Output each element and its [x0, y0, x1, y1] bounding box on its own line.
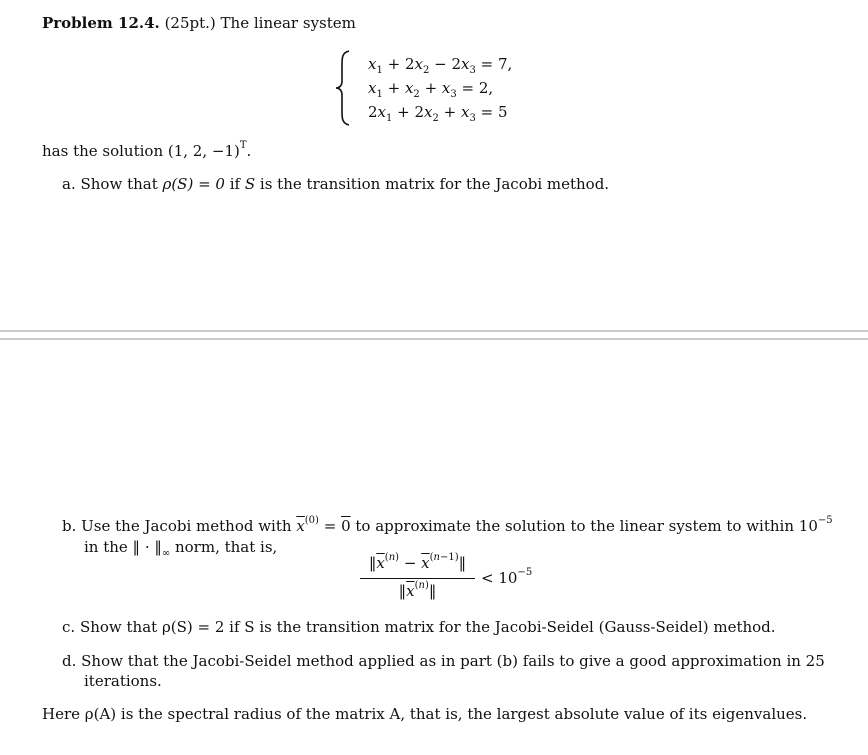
problem-points: (25pt.) — [164, 14, 216, 32]
transpose-sup: T — [239, 140, 247, 151]
fraction-bar — [360, 578, 475, 579]
part-c-label: c. — [62, 618, 76, 636]
system-brace — [333, 49, 355, 127]
fraction-numerator: $‖\overline{x}^{(n)}$ − $\overline{x}^{(n-1)}‖$ — [368, 552, 467, 572]
part-d-label: d. — [62, 652, 77, 670]
problem-intro: The linear system — [220, 14, 356, 32]
equation-1: $x_1 + 2x_2 - 2x_3 = 7$, — [368, 55, 513, 76]
solution-line: has the solution (1, 2, −1)$^T$. — [42, 140, 252, 160]
page-separator-bottom — [0, 338, 868, 340]
page-separator-top — [0, 330, 868, 332]
equation-2: $x_1 + x_2 + x_3 = 2$, — [368, 79, 494, 100]
footer-note: Here ρ(A) is the spectral radius of the matrix A, that is, the largest absolute value of its eigenvalues. — [42, 705, 808, 723]
problem-number: Problem 12.4. — [42, 14, 160, 32]
part-a-label: a. — [62, 175, 76, 193]
problem-header — [42, 14, 356, 32]
part-b-line-1: b. Use the Jacobi method with $\overline{x}^{(0)} = 0$ to approximate the solution to the linear system to within $10^{-5}$ — [62, 515, 833, 535]
inequality-rhs: < $10^{-5}$ — [481, 567, 533, 587]
part-b-line-2: in the ‖ · $‖_\infty$ norm, that is, — [84, 538, 278, 559]
equation-2-rhs: = 2, — [456, 79, 494, 97]
fraction-denominator: $‖\overline{x}^{(n)}‖$ — [398, 580, 437, 600]
equation-3-rhs: = 5 — [475, 103, 508, 121]
equation-3: $2x_1 + 2x_2 + x_3 = 5$ — [368, 103, 508, 124]
part-d-line-2: iterations. — [84, 672, 162, 690]
equation-1-rhs: = 7, — [475, 55, 513, 73]
part-b-label: b. — [62, 517, 77, 535]
part-c: c. Show that ρ(S) = 2 if S is the transition matrix for the Jacobi-Seidel (Gauss-Seidel) method. — [62, 618, 776, 636]
part-d-line-1: d. Show that the Jacobi-Seidel method applied as in part (b) fails to give a good approximation in 25 — [62, 652, 825, 670]
part-a: a. Show that ρ(S) = 0 if S is the transition matrix for the Jacobi method. — [62, 175, 610, 193]
